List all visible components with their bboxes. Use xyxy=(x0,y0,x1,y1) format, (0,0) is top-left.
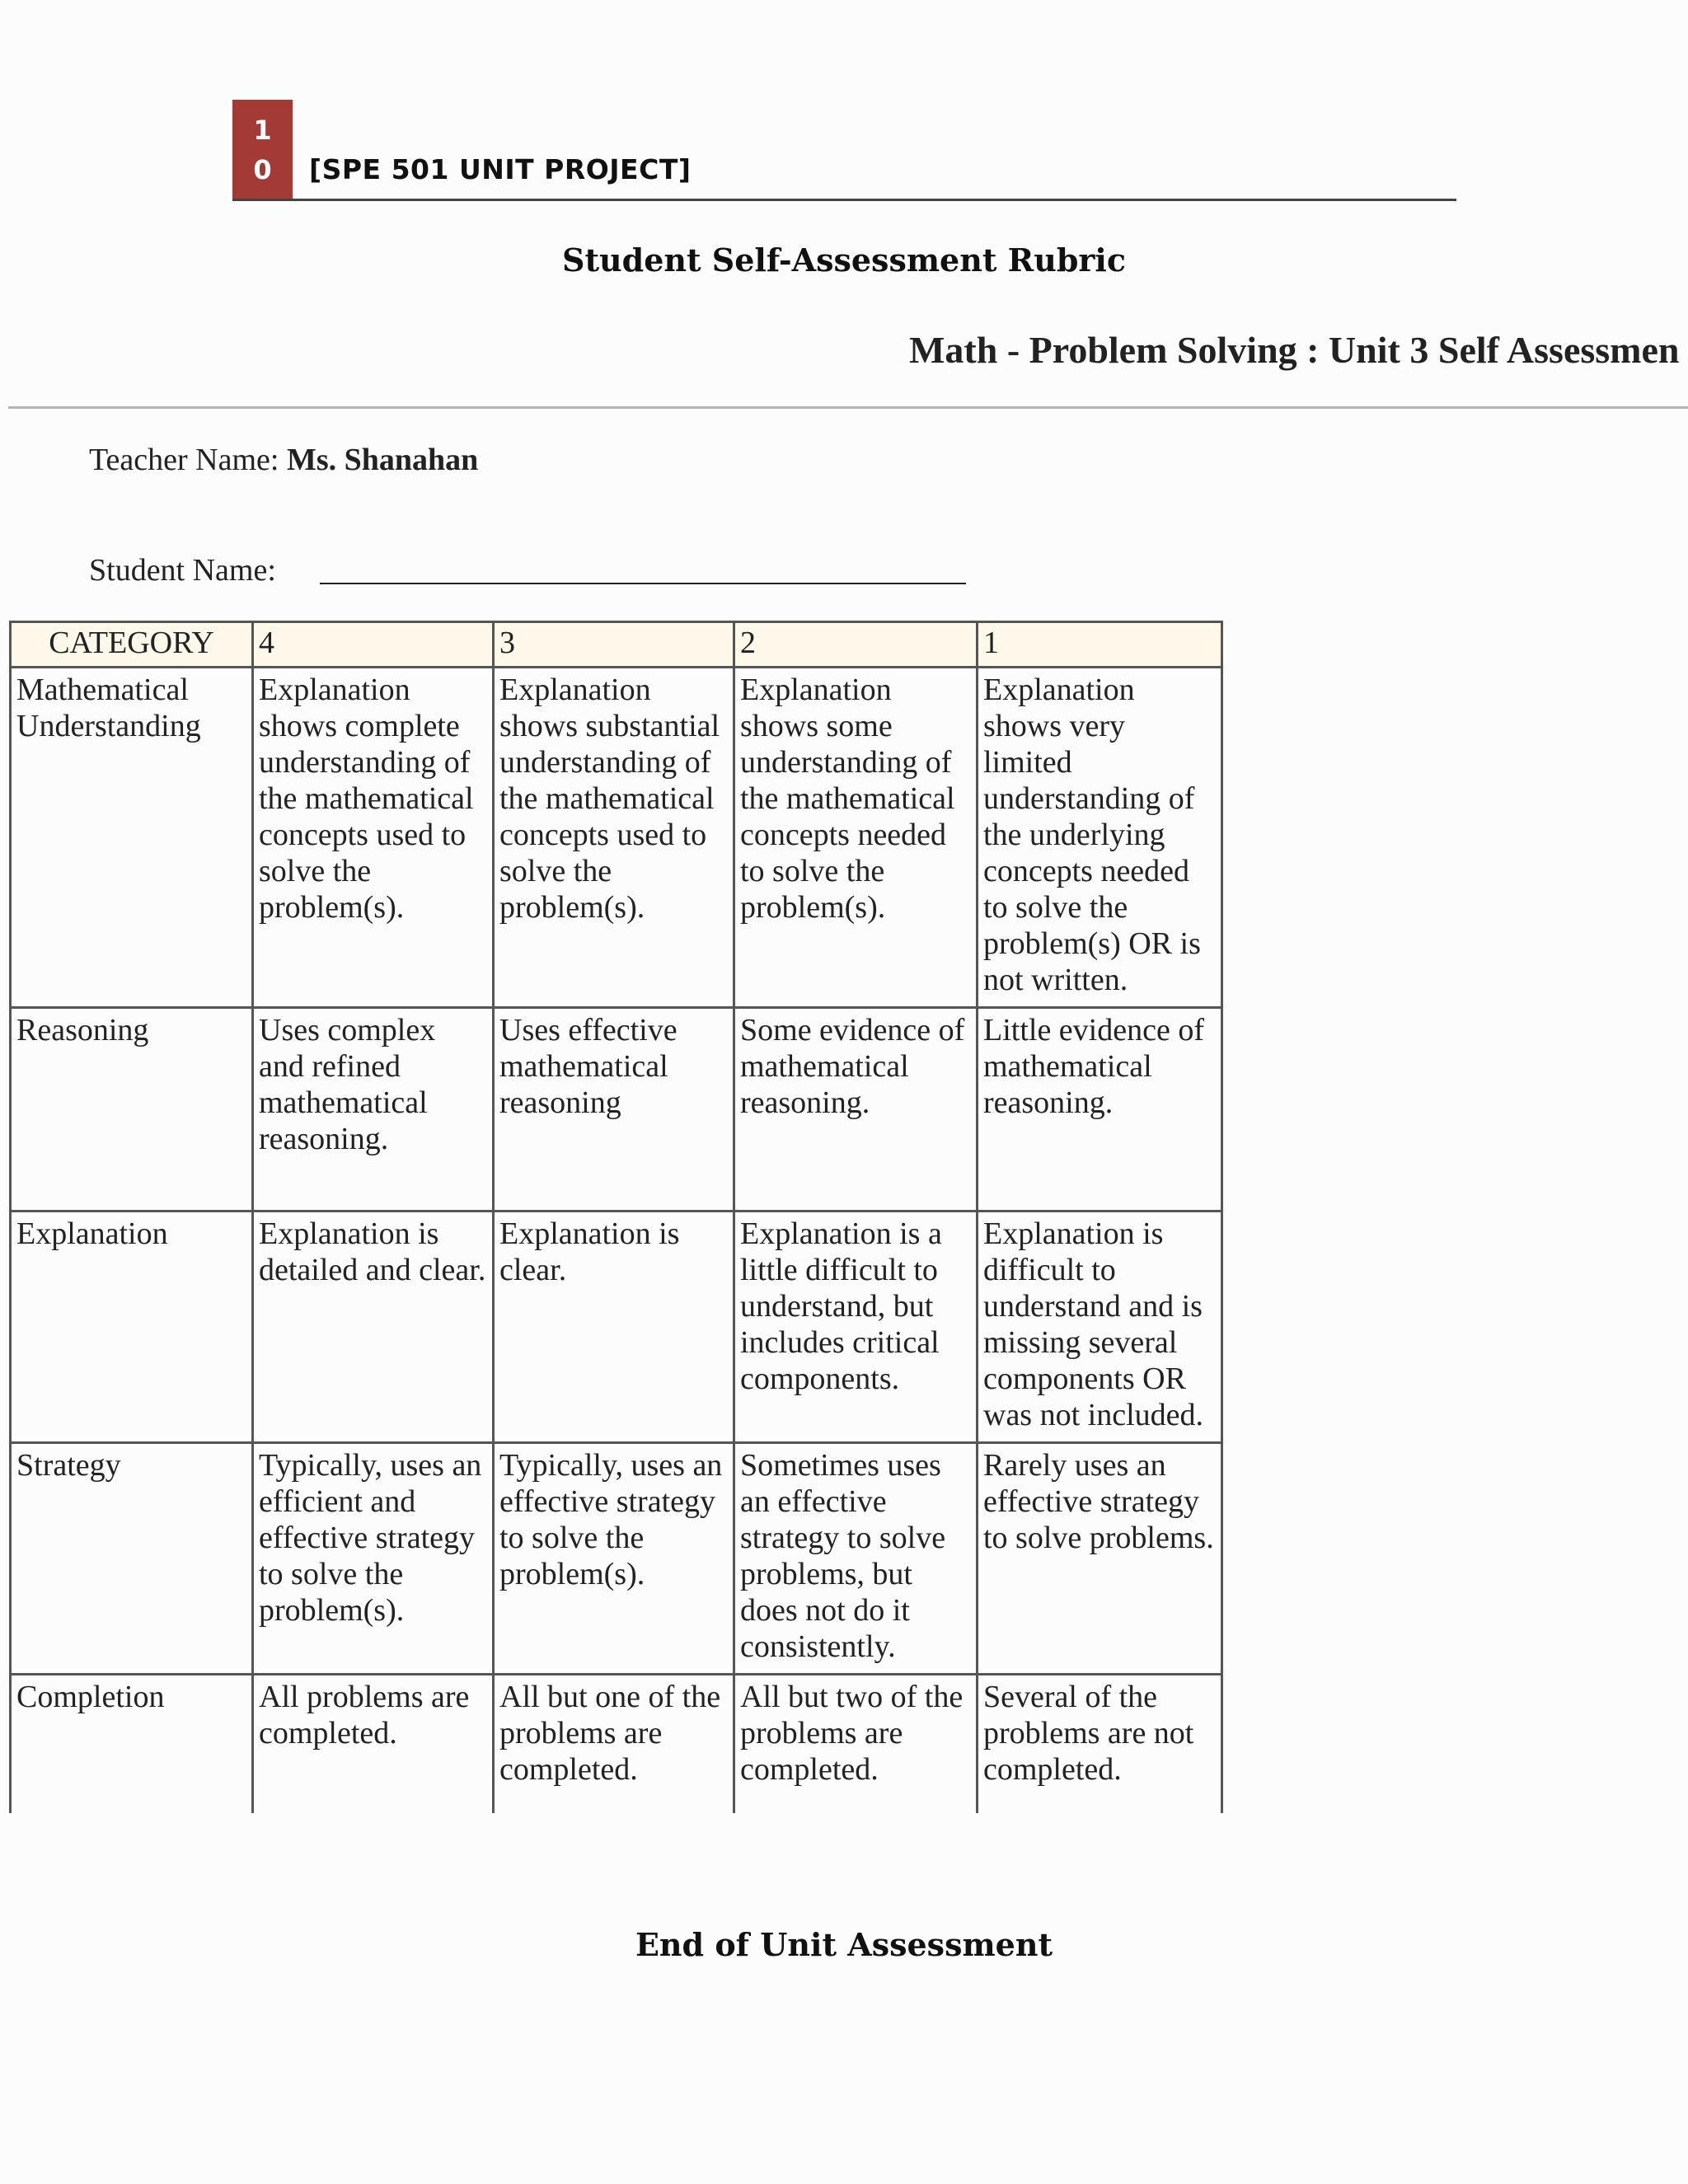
column-header: CATEGORY xyxy=(11,622,253,668)
rubric-title: Math - Problem Solving : Unit 3 Self Assessmen xyxy=(909,329,1680,371)
column-header: 3 xyxy=(494,622,734,668)
header-divider xyxy=(232,199,1456,201)
teacher-name-line xyxy=(89,442,478,478)
end-of-unit-title: End of Unit Assessment xyxy=(635,1926,1053,1963)
rubric-cell: Explanation is difficult to understand and is missing several components OR was not included. xyxy=(978,1212,1222,1443)
table-row xyxy=(11,1675,1222,1814)
category-cell: Strategy xyxy=(11,1443,253,1675)
page-number-digit-2: 0 xyxy=(253,154,272,185)
rubric-cell: Uses effective mathematical reasoning xyxy=(494,1008,734,1212)
rubric-cell: Explanation is clear. xyxy=(494,1212,734,1443)
teacher-label: Teacher Name: xyxy=(89,443,279,477)
column-header: 2 xyxy=(734,622,978,668)
rubric-cell: Explanation shows very limited understanding of the underlying concepts needed to solve the problem(s) OR is not written. xyxy=(978,668,1222,1008)
page-number-digit-1: 1 xyxy=(253,115,272,146)
rubric-cell: All but one of the problems are completed. xyxy=(494,1675,734,1814)
column-header: 4 xyxy=(253,622,494,668)
teacher-name: Ms. Shanahan xyxy=(286,443,479,477)
rubric-cell: Rarely uses an effective strategy to solve problems. xyxy=(978,1443,1222,1675)
rubric-cell: Explanation is detailed and clear. xyxy=(253,1212,494,1443)
rubric-cell: Explanation is a little difficult to understand, but includes critical components. xyxy=(734,1212,978,1443)
rubric-cell: Little evidence of mathematical reasoning. xyxy=(978,1008,1222,1212)
category-cell: Reasoning xyxy=(11,1008,253,1212)
table-row xyxy=(11,668,1222,1008)
rubric-divider xyxy=(8,406,1688,409)
rubric-table xyxy=(9,621,1223,1813)
rubric-cell: Explanation shows some understanding of the mathematical concepts needed to solve the problem(s). xyxy=(734,668,978,1008)
page-number-badge xyxy=(232,100,293,200)
rubric-cell: Explanation shows substantial understanding of the mathematical concepts used to solve the problem(s). xyxy=(494,668,734,1008)
header-title: [SPE 501 UNIT PROJECT] xyxy=(309,153,692,185)
category-cell: Explanation xyxy=(11,1212,253,1443)
rubric-cell: Uses complex and refined mathematical reasoning. xyxy=(253,1008,494,1212)
table-row xyxy=(11,1212,1222,1443)
column-header: 1 xyxy=(978,622,1222,668)
student-name-blank xyxy=(320,583,966,584)
category-cell: Mathematical Understanding xyxy=(11,668,253,1008)
rubric-cell: Typically, uses an effective strategy to solve the problem(s). xyxy=(494,1443,734,1675)
rubric-cell: All but two of the problems are completed. xyxy=(734,1675,978,1814)
table-row xyxy=(11,1008,1222,1212)
rubric-cell: Several of the problems are not completed. xyxy=(978,1675,1222,1814)
document-title: Student Self-Assessment Rubric xyxy=(562,241,1126,279)
table-row xyxy=(11,1443,1222,1675)
category-cell: Completion xyxy=(11,1675,253,1814)
rubric-cell: Typically, uses an efficient and effective strategy to solve the problem(s). xyxy=(253,1443,494,1675)
rubric-cell: Explanation shows complete understanding of the mathematical concepts used to solve the problem(s). xyxy=(253,668,494,1008)
rubric-cell: Some evidence of mathematical reasoning. xyxy=(734,1008,978,1212)
rubric-cell: All problems are completed. xyxy=(253,1675,494,1814)
table-header-row xyxy=(11,622,1222,668)
student-label: Student Name: xyxy=(89,553,276,588)
rubric-cell: Sometimes uses an effective strategy to solve problems, but does not do it consistently. xyxy=(734,1443,978,1675)
rubric-image xyxy=(0,305,1688,1813)
